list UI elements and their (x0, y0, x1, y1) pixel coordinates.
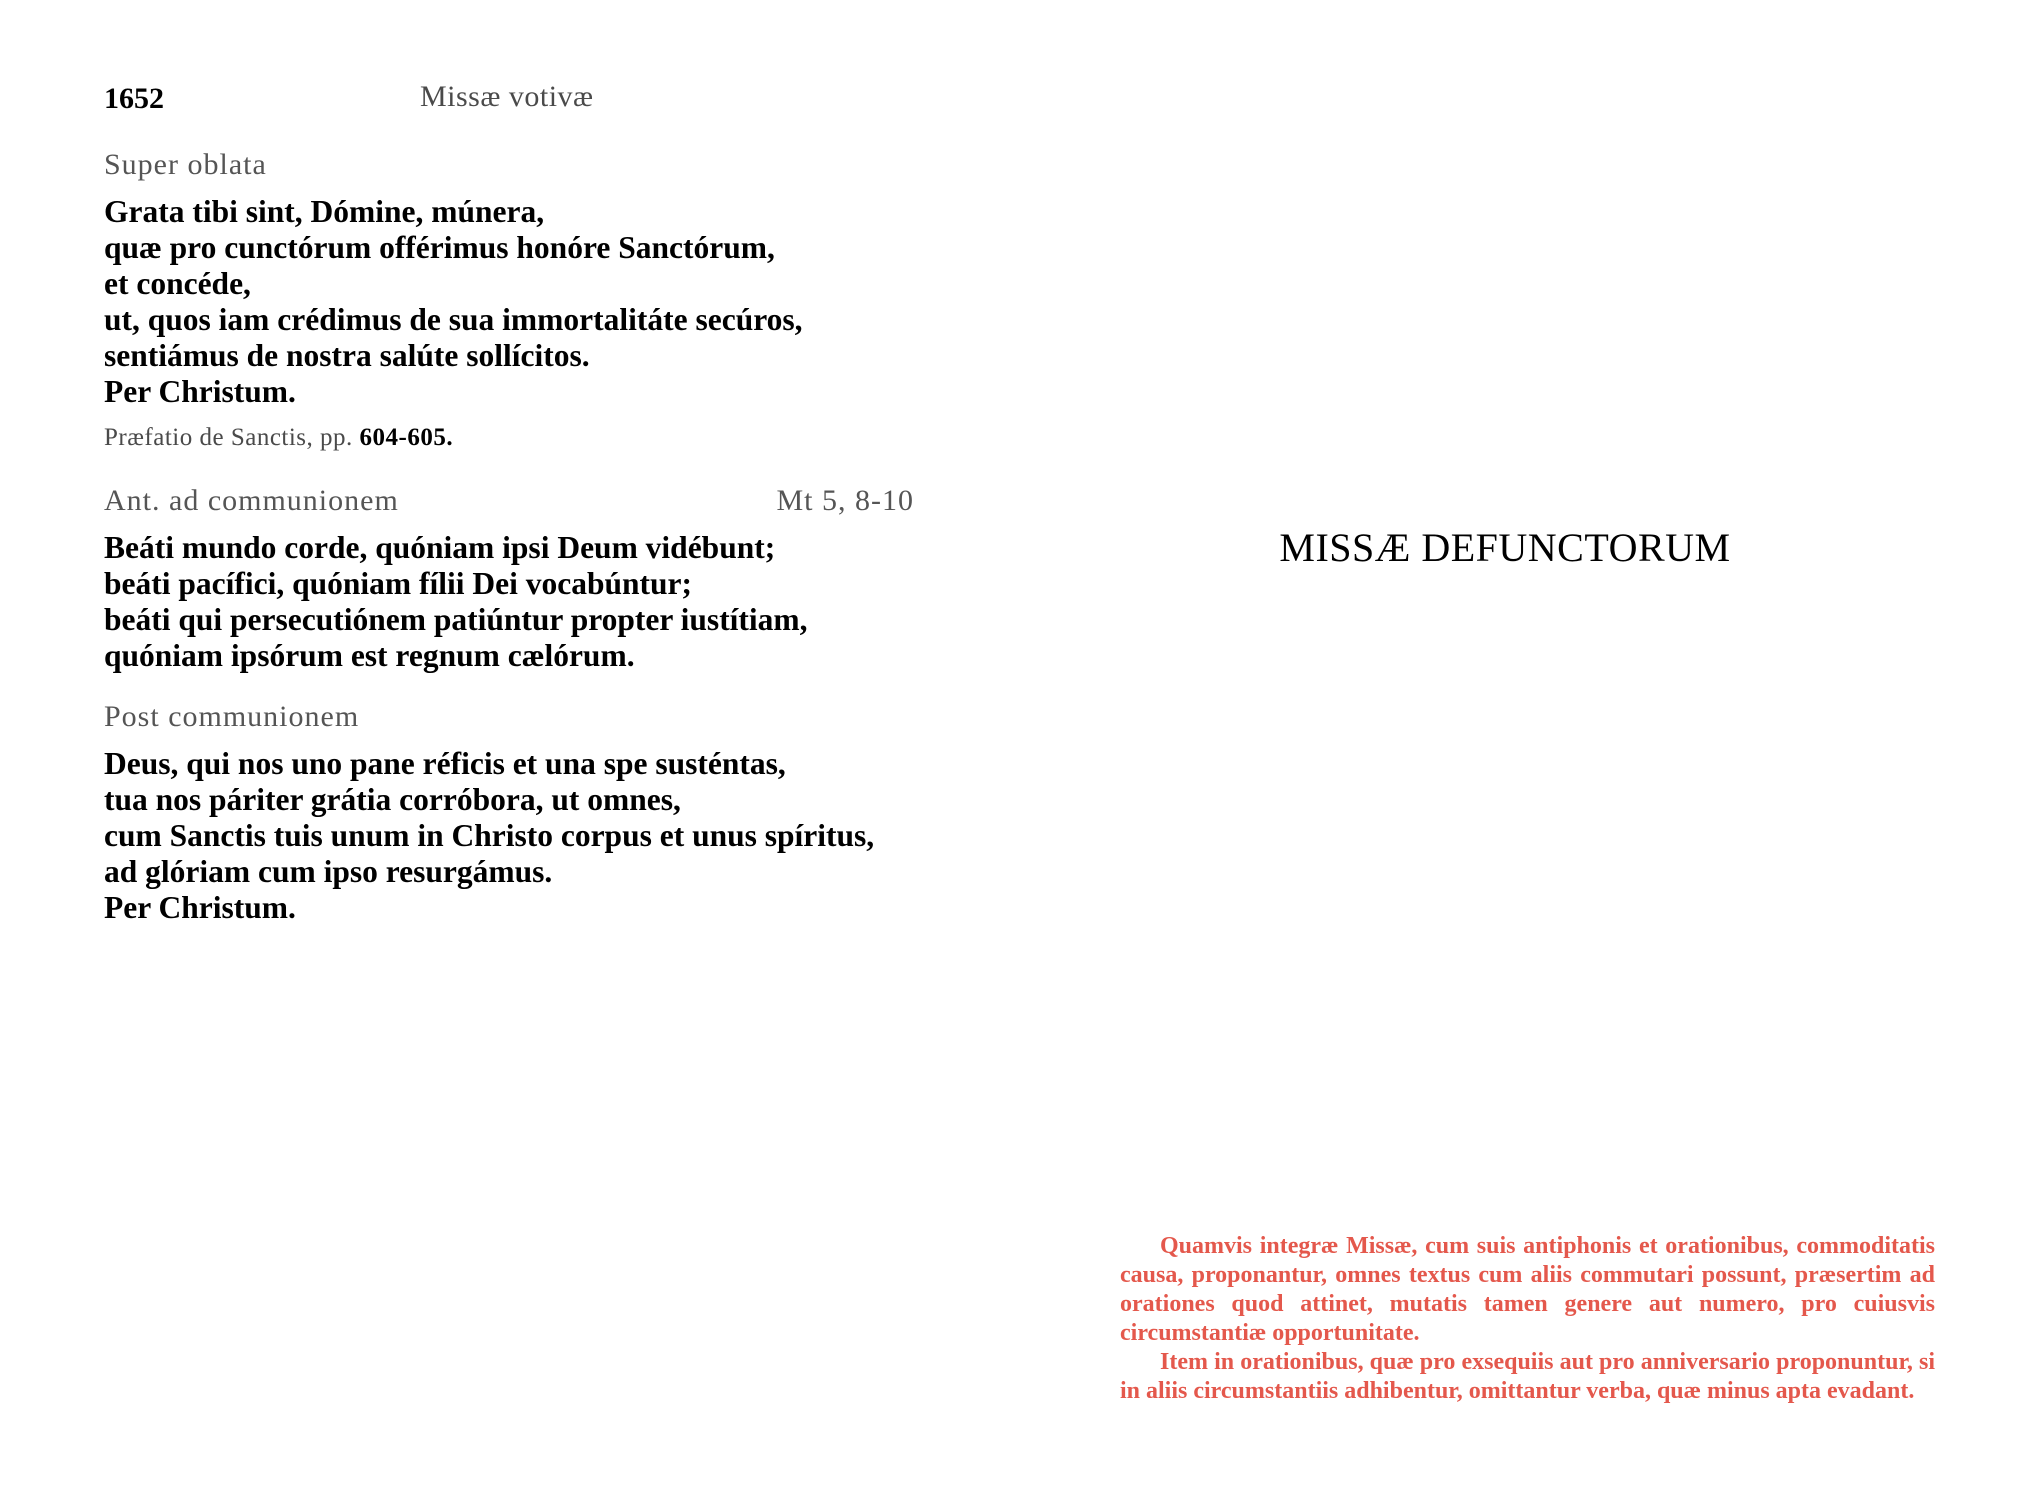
post-communionem-prayer (104, 746, 934, 926)
post-communionem-heading (104, 700, 914, 734)
prayer-line: tua nos páriter grátia corróbora, ut omnes, (104, 782, 681, 817)
running-title: Missæ votivæ (420, 80, 594, 113)
antiphon-line: beáti pacífici, quóniam fílii Dei vocabúntur; (104, 566, 693, 601)
page-number: 1652 (104, 82, 164, 115)
preface-pages: 604-605. (359, 424, 454, 451)
rubric-paragraph: Quamvis integræ Missæ, cum suis antiphonis et orationibus, commoditatis causa, proponantur, omnes textus cum aliis commutari possunt, præsertim ad orationes quod attinet, mutatis tamen genere aut numero, pro cuiusvis circumstantiæ opportunitate. (1120, 1233, 1935, 1346)
ant-communionem-section (104, 484, 934, 674)
prayer-line: ut, quos iam crédimus de sua immortalitáte secúros, (104, 302, 803, 337)
prayer-line: et concéde, (104, 266, 251, 301)
super-oblata-section (104, 148, 934, 452)
super-oblata-heading (104, 148, 914, 182)
ant-communionem-heading (104, 484, 914, 518)
prayer-line: sentiámus de nostra salúte sollícitos. (104, 338, 590, 373)
prayer-line: Grata tibi sint, Dómine, múnera, (104, 194, 545, 229)
prayer-line: Per Christum. (104, 890, 296, 925)
red-rubric-note (1120, 1232, 1935, 1406)
super-oblata-prayer (104, 194, 934, 410)
missae-defunctorum-title: MISSÆ DEFUNCTORUM (1279, 525, 1731, 570)
prayer-line: Per Christum. (104, 374, 296, 409)
running-head (104, 70, 934, 130)
super-oblata-heading-text: Super oblata (104, 148, 267, 181)
preface-note-text: Præfatio de Sanctis, pp. (104, 424, 353, 451)
antiphon-line: Beáti mundo corde, quóniam ipsi Deum vidébunt; (104, 530, 776, 565)
prayer-line: quæ pro cunctórum offérimus honóre Sanctórum, (104, 230, 775, 265)
ant-communionem-heading-text: Ant. ad communionem (104, 484, 399, 517)
antiphon-line: beáti qui persecutiónem patiúntur propter iustítiam, (104, 602, 808, 637)
left-page (104, 70, 934, 926)
rubric-paragraph: Item in orationibus, quæ pro exsequiis aut pro anniversario proponuntur, si in aliis circumstantiis adhibentur, omittantur verba, quæ minus apta evadant. (1120, 1349, 1935, 1404)
post-communionem-heading-text: Post communionem (104, 700, 360, 733)
prayer-line: Deus, qui nos uno pane réficis et una spe susténtas, (104, 746, 786, 781)
scripture-reference: Mt 5, 8-10 (776, 484, 914, 517)
right-page (1120, 0, 1940, 1500)
ant-communionem-text (104, 530, 934, 674)
prayer-line: cum Sanctis tuis unum in Christo corpus et unus spíritus, (104, 818, 875, 853)
prayer-line: ad glóriam cum ipso resurgámus. (104, 854, 553, 889)
post-communionem-section (104, 700, 934, 926)
antiphon-line: quóniam ipsórum est regnum cælórum. (104, 638, 635, 673)
preface-note (104, 424, 934, 452)
